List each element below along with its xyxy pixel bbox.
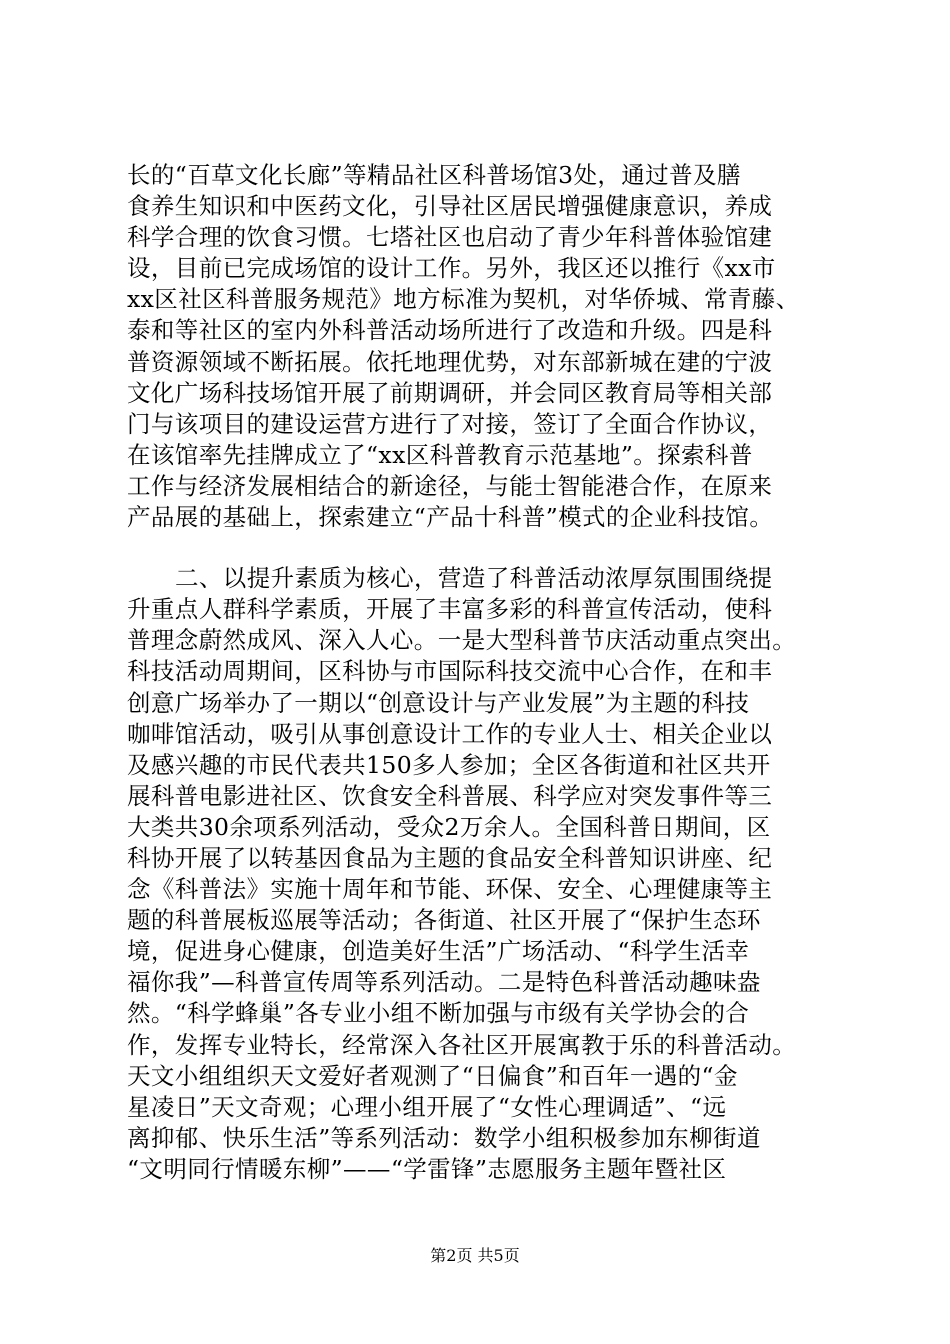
text-line: 普资源领域不断拓展。依托地理优势，对东部新城在建的宁波 (127, 347, 773, 376)
text-line: 展科普电影进社区、饮食安全科普展、科学应对突发事件等三 (127, 781, 773, 810)
paragraph-spacer (127, 533, 857, 563)
text-line: 文化广场科技场馆开展了前期调研，并会同区教育局等相关部 (127, 378, 773, 407)
text-line: 设，目前已完成场馆的设计工作。另外，我区还以推行《xx市 (127, 254, 776, 283)
text-line: 福你我”—科普宣传周等系列活动。二是特色科普活动趣味盎 (127, 968, 761, 997)
text-line: 普理念蔚然成风、深入人心。一是大型科普节庆活动重点突出。 (127, 626, 797, 655)
text-line: 题的科普展板巡展等活动；各街道、社区开展了“保护生态环 (127, 906, 761, 935)
text-line: 咖啡馆活动，吸引从事创意设计工作的专业人士、相关企业以 (127, 719, 773, 748)
text-line: 升重点人群科学素质，开展了丰富多彩的科普宣传活动，使科 (127, 595, 773, 624)
text-line: 产品展的基础上，探索建立“产品十科普”模式的企业科技馆。 (127, 503, 774, 532)
text-line: 天文小组组织天文爱好者观测了“日偏食”和百年一遇的“金 (127, 1061, 738, 1090)
text-line: 作，发挥专业特长，经常深入各社区开展寓教于乐的科普活动。 (127, 1030, 797, 1059)
paragraph-2 (127, 563, 857, 1185)
text-line: 科协开展了以转基因食品为主题的食品安全科普知识讲座、纪 (127, 843, 773, 872)
text-line: 泰和等社区的室内外科普活动场所进行了改造和升级。四是科 (127, 316, 773, 345)
text-line: 星凌日”天文奇观；心理小组开展了“女性心理调适”、“远 (127, 1092, 727, 1121)
text-line: 科技活动周期间，区科协与市国际科技交流中心合作，在和丰 (127, 657, 773, 686)
text-line: xx区社区科普服务规范》地方标准为契机，对华侨城、常青藤、 (127, 285, 800, 314)
text-line: 离抑郁、快乐生活”等系列活动：数学小组积极参加东柳街道 (127, 1123, 761, 1152)
text-line: 及感兴趣的市民代表共150多人参加；全区各街道和社区共开 (127, 750, 771, 779)
text-line: 长的“百草文化长廊”等精品社区科普场馆3处，通过普及膳 (127, 161, 741, 189)
page-number: 第2页 共5页 (430, 1246, 520, 1265)
document-body (127, 160, 857, 1185)
text-line: 二、以提升素质为核心，营造了科普活动浓厚氛围围绕提 (175, 564, 773, 593)
text-line: 境，促进身心健康，创造美好生活”广场活动、“科学生活幸 (127, 937, 750, 966)
text-line: 工作与经济发展相结合的新途径，与能士智能港合作，在原来 (127, 471, 773, 500)
text-line: “文明同行情暖东柳”——“学雷锋”志愿服务主题年暨社区 (127, 1154, 727, 1183)
text-line: 然。“科学蜂巢”各专业小组不断加强与市级有关学协会的合 (127, 999, 750, 1028)
text-line: 创意广场举办了一期以“创意设计与产业发展”为主题的科技 (127, 688, 750, 717)
text-line: 念《科普法》实施十周年和节能、环保、安全、心理健康等主 (127, 875, 773, 904)
text-line: 门与该项目的建设运营方进行了对接，签订了全面合作协议， (127, 409, 773, 438)
paragraph-1 (127, 160, 857, 533)
text-line: 大类共30余项系列活动，受众2万余人。全国科普日期间，区 (127, 812, 771, 841)
text-line: 食养生知识和中医药文化，引导社区居民增强健康意识，养成 (127, 192, 773, 221)
text-line: 科学合理的饮食习惯。七塔社区也启动了青少年科普体验馆建 (127, 223, 773, 252)
text-line: 在该馆率先挂牌成立了“xx区科普教育示范基地”。探索科普 (127, 440, 753, 469)
